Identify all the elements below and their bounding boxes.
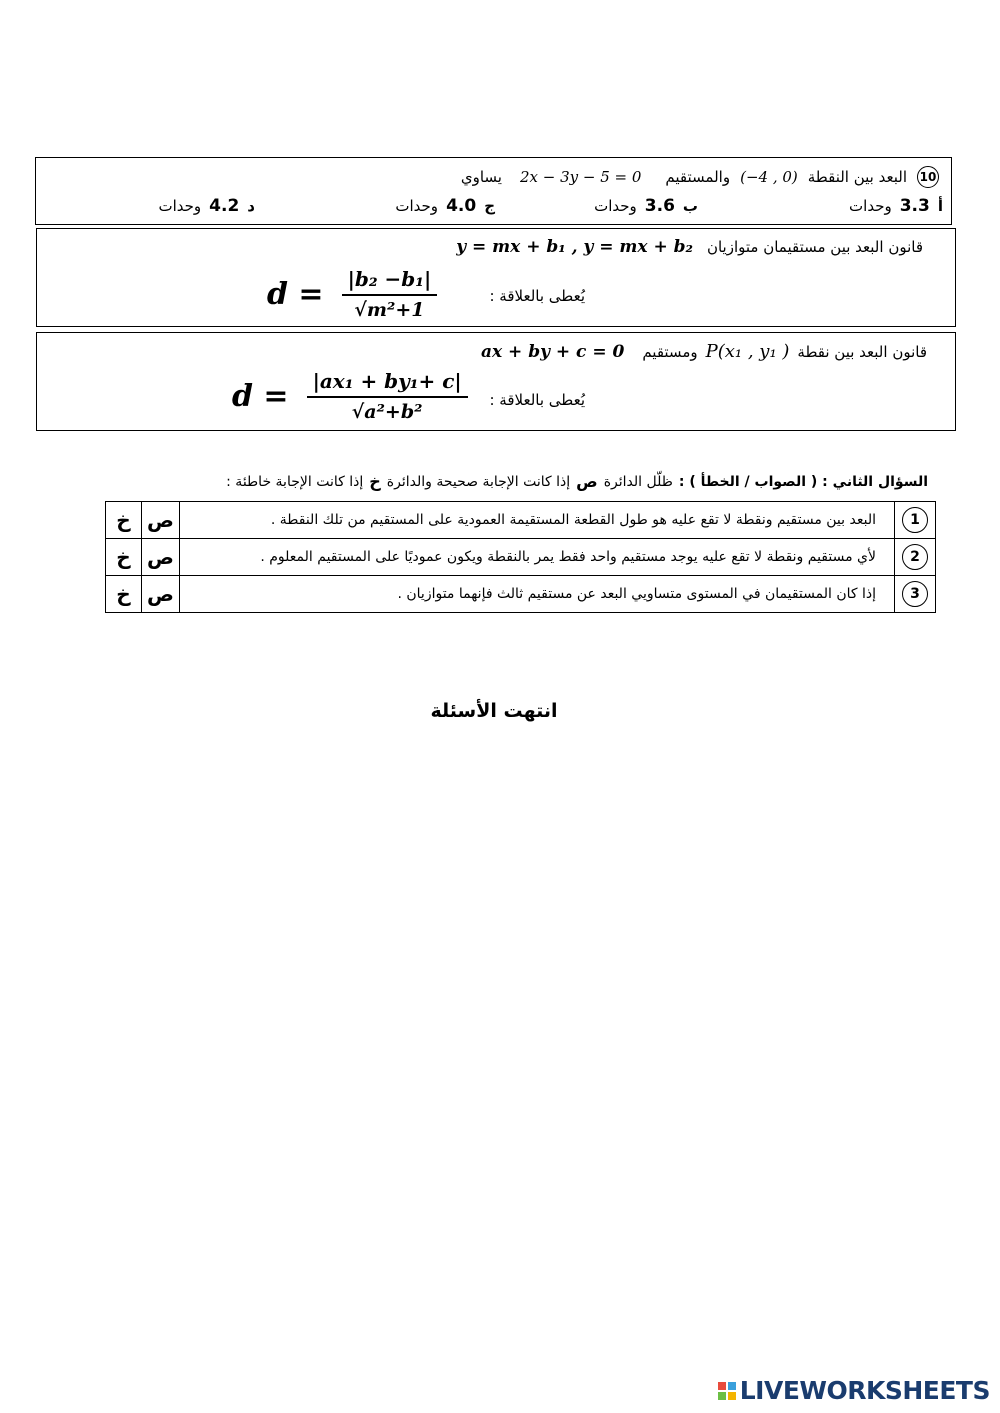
question-2-heading: السؤال الثاني : ( الصواب / الخطأ ) : ظلّل الدائرة ص إذا كانت الإجابة صحيحة والدائرة خ إذا كانت الإجابة خاطئة :	[226, 472, 928, 491]
question-2-title: السؤال الثاني : ( الصواب / الخطأ ) :	[678, 473, 928, 490]
point-p: P(x₁ , y₁ )	[705, 341, 790, 362]
end-of-questions: انتهت الأسئلة	[430, 700, 558, 722]
formula-numerator: |b₂ −b₁|	[342, 267, 438, 296]
question-10-stem: 10 البعد بين النقطة (−4 , 0) والمستقيم 2x − 3y − 5 = 0 يساوي	[461, 166, 939, 188]
formula-intro: قانون البعد بين مستقيمان متوازيان	[706, 238, 923, 256]
true-choice[interactable]: ص	[142, 576, 180, 613]
distance-formula-parallel: d = $\frac{\text{|b₂ −b₁|}}{\text{√m²+1}}$	[267, 267, 437, 321]
formula-numerator: |ax₁ + by₁+ c|	[307, 369, 468, 398]
false-choice[interactable]: خ	[106, 502, 142, 539]
table-row	[106, 576, 936, 613]
distance-formula-point-line: d = $\frac{\text{|ax₁ + by₁+ c|}}{\text{√a²+b²}}$	[232, 369, 468, 423]
statement-number: 1	[902, 507, 928, 533]
given-by-label: يُعطى بالعلاقة :	[489, 287, 585, 305]
option-b[interactable]: ب 3.6 وحدات	[594, 196, 698, 216]
statement-number: 3	[902, 581, 928, 607]
liveworksheets-logo	[718, 1376, 990, 1405]
line-equation: ax + by + c = 0	[480, 341, 625, 362]
formula-intro: قانون البعد بين نقطة	[797, 342, 927, 361]
statement-text: البعد بين مستقيم ونقطة لا تقع عليه هو طول القطعة المستقيمة العمودية على المستقيم من تلك النقطة .	[180, 502, 895, 539]
statement-text: لأي مستقيم ونقطة لا تقع عليه يوجد مستقيم واحد فقط يمر بالنقطة ويكون عموديًا على المستقيم المعلوم .	[180, 539, 895, 576]
false-symbol: خ	[369, 472, 381, 491]
option-a[interactable]: أ 3.3 وحدات	[849, 196, 943, 216]
given-by-label: يُعطى بالعلاقة :	[489, 391, 585, 409]
logo-squares-icon	[718, 1382, 736, 1400]
true-false-table	[105, 501, 936, 613]
option-d[interactable]: د 4.2 وحدات	[158, 196, 255, 216]
statement-text: إذا كان المستقيمان في المستوى متساويي البعد عن مستقيم ثالث فإنهما متوازيان .	[180, 576, 895, 613]
true-choice[interactable]: ص	[142, 539, 180, 576]
question-number-badge: 10	[917, 166, 939, 188]
formula-denominator: √m²+1	[354, 299, 425, 321]
statement-number: 2	[902, 544, 928, 570]
true-choice[interactable]: ص	[142, 502, 180, 539]
true-symbol: ص	[576, 472, 598, 491]
table-row	[106, 539, 936, 576]
parallel-lines-distance-box	[36, 228, 956, 327]
table-row	[106, 502, 936, 539]
false-choice[interactable]: خ	[106, 539, 142, 576]
point-line-distance-box: قانون البعد بين نقطة P(x₁ , y₁ ) ومستقيم ax + by + c = 0 يُعطى بالعلاقة : d = $\frac{\text{|ax₁ + by₁+ c|}}{\text{√a²+b²}}$	[36, 332, 956, 431]
parallel-lines-equations: y = mx + b₁ , y = mx + b₂	[456, 237, 693, 257]
false-choice[interactable]: خ	[106, 576, 142, 613]
logo-text: LIVEWORKSHEETS	[739, 1376, 990, 1405]
option-c[interactable]: ج 4.0 وحدات	[395, 196, 495, 216]
question-10-box	[35, 157, 952, 225]
formula-denominator: √a²+b²	[351, 401, 423, 423]
